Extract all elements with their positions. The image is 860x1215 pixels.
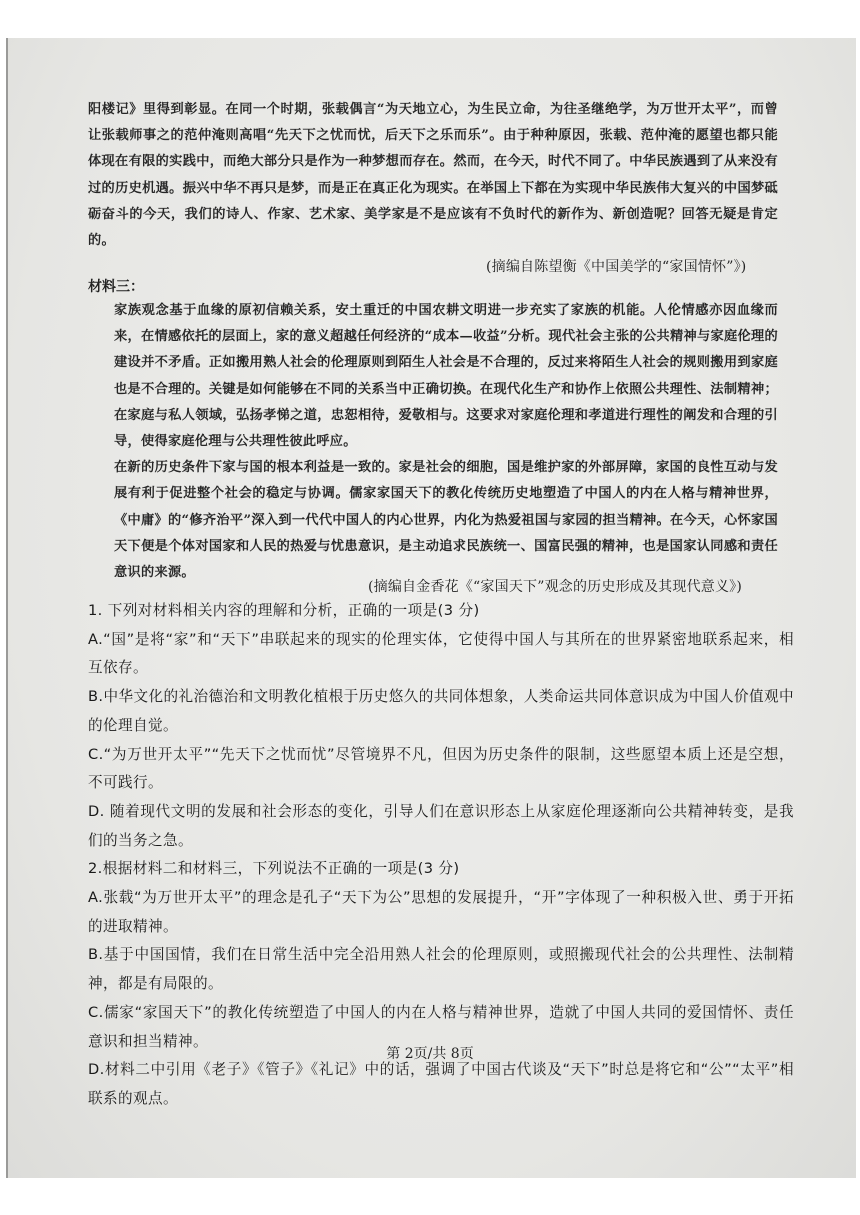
question-1-option-c: C.“为万世开太平”“先天下之忧而忧”尽管境界不凡，但因为历史条件的限制，这些愿望本质上还是空想，不可践行。 bbox=[88, 745, 794, 792]
material3-heading: 材料三： bbox=[88, 279, 144, 295]
question-1-option-a: A.“国”是将“家”和“天下”串联起来的现实的伦理实体，它使得中国人与其所在的世界紧密地联系起来，相互依存。 bbox=[88, 630, 794, 677]
question-1-option-b: B.中华文化的礼治德治和文明教化植根于历史悠久的共同体想象，人类命运共同体意识成为中国人价值观中的伦理自觉。 bbox=[88, 688, 794, 734]
question-block bbox=[88, 597, 794, 1114]
material2-continuation: 阳楼记》里得到彰显。在同一个时期，张载偶言“为天地立心，为生民立命，为往圣继绝学，为万世开太平”，而曾让张载师事之的范仲淹则高唱“先天下之忧而忧，后天下之乐而乐”。由于种种原因，张载、范仲淹的愿望也都只能体现在有限的实践中，而绝大部分只是作为一种梦想而存在。然而，在今天，时代不同了。中华民族遇到了从来没有过的历史机遇。振兴中华不再只是梦，而是正在真正化为现实。在举国上下都在为实现中华民族伟大复兴的中国梦砥砺奋斗的今天，我们的诗人、作家、艺术家、美学家是不是应该有不负时代的新作为、新创造呢？回答无疑是肯定的。 bbox=[88, 102, 778, 249]
material3-source: (摘编自金香花《“家国天下”观念的历史形成及其现代意义》) bbox=[368, 579, 743, 595]
question-2-stem: 2.根据材料二和材料三，下列说法不正确的一项是(3 分) bbox=[88, 860, 460, 878]
material3-paragraph-1: 家族观念基于血缘的原初信赖关系，安土重迁的中国农耕文明进一步充实了家族的机能。人伦情感亦因血缘而来，在情感依托的层面上，家的意义超越任何经济的“成本—收益”分析。现代社会主张的公共精神与家庭伦理的建设并不矛盾。正如搬用熟人社会的伦理原则到陌生人社会是不合理的，反过来将陌生人社会的规则搬用到家庭也是不合理的。关键是如何能够在不同的关系当中正确切换。在现代化生产和协作上依照公共理性、法制精神；在家庭与私人领域，弘扬孝悌之道，忠恕相待，爱敬相与。这要求对家庭伦理和孝道进行理性的阐发和合理的引导，使得家庭伦理与公共理性彼此呼应。 bbox=[114, 303, 778, 450]
question-1-option-d: D. 随着现代文明的发展和社会形态的变化，引导人们在意识形态上从家庭伦理逐渐向公共精神转变，是我们的当务之急。 bbox=[88, 802, 794, 849]
question-2-option-a: A.张载“为万世开太平”的理念是孔子“天下为公”思想的发展提升，“开”字体现了一种积极入世、勇于开拓的进取精神。 bbox=[88, 889, 794, 935]
material2-source: (摘编自陈望衡《中国美学的“家国情怀”》) bbox=[486, 259, 747, 275]
page-edge-shadow bbox=[6, 38, 8, 1178]
material3-paragraph-2: 在新的历史条件下家与国的根本利益是一致的。家是社会的细胞，国是维护家的外部屏障，家国的良性互动与发展有利于促进整个社会的稳定与协调。儒家家国天下的教化传统历史地塑造了中国人的内在人格与精神世界，《中庸》的“修齐治平”深入到一代代中国人的内心世界，内化为热爱祖国与家园的担当精神。在今天，心怀家国天下便是个体对国家和人民的热爱与忧患意识，是主动追求民族统一、国富民强的精神，也是国家认同感和责任意识的来源。 bbox=[114, 460, 778, 581]
page-number-footer: 第 2页/共 8页 bbox=[386, 1046, 474, 1062]
question-1-stem: 1. 下列对材料相关内容的理解和分析，正确的一项是(3 分) bbox=[88, 602, 480, 619]
question-2-option-c: C.儒家“家国天下”的教化传统塑造了中国人的内在人格与精神世界，造就了中国人共同的爱国情怀、责任意识和担当精神。 bbox=[88, 1003, 794, 1050]
material3-body bbox=[88, 298, 778, 586]
question-2-option-d: D.材料二中引用《老子》《管子》《礼记》中的话，强调了中国古代谈及“天下”时总是将它和“公”“太平”相联系的观点。 bbox=[88, 1061, 794, 1107]
question-2-option-b: B.基于中国国情，我们在日常生活中完全沿用熟人社会的伦理原则，或照搬现代社会的公共理性、法制精神，都是有局限的。 bbox=[88, 946, 794, 993]
